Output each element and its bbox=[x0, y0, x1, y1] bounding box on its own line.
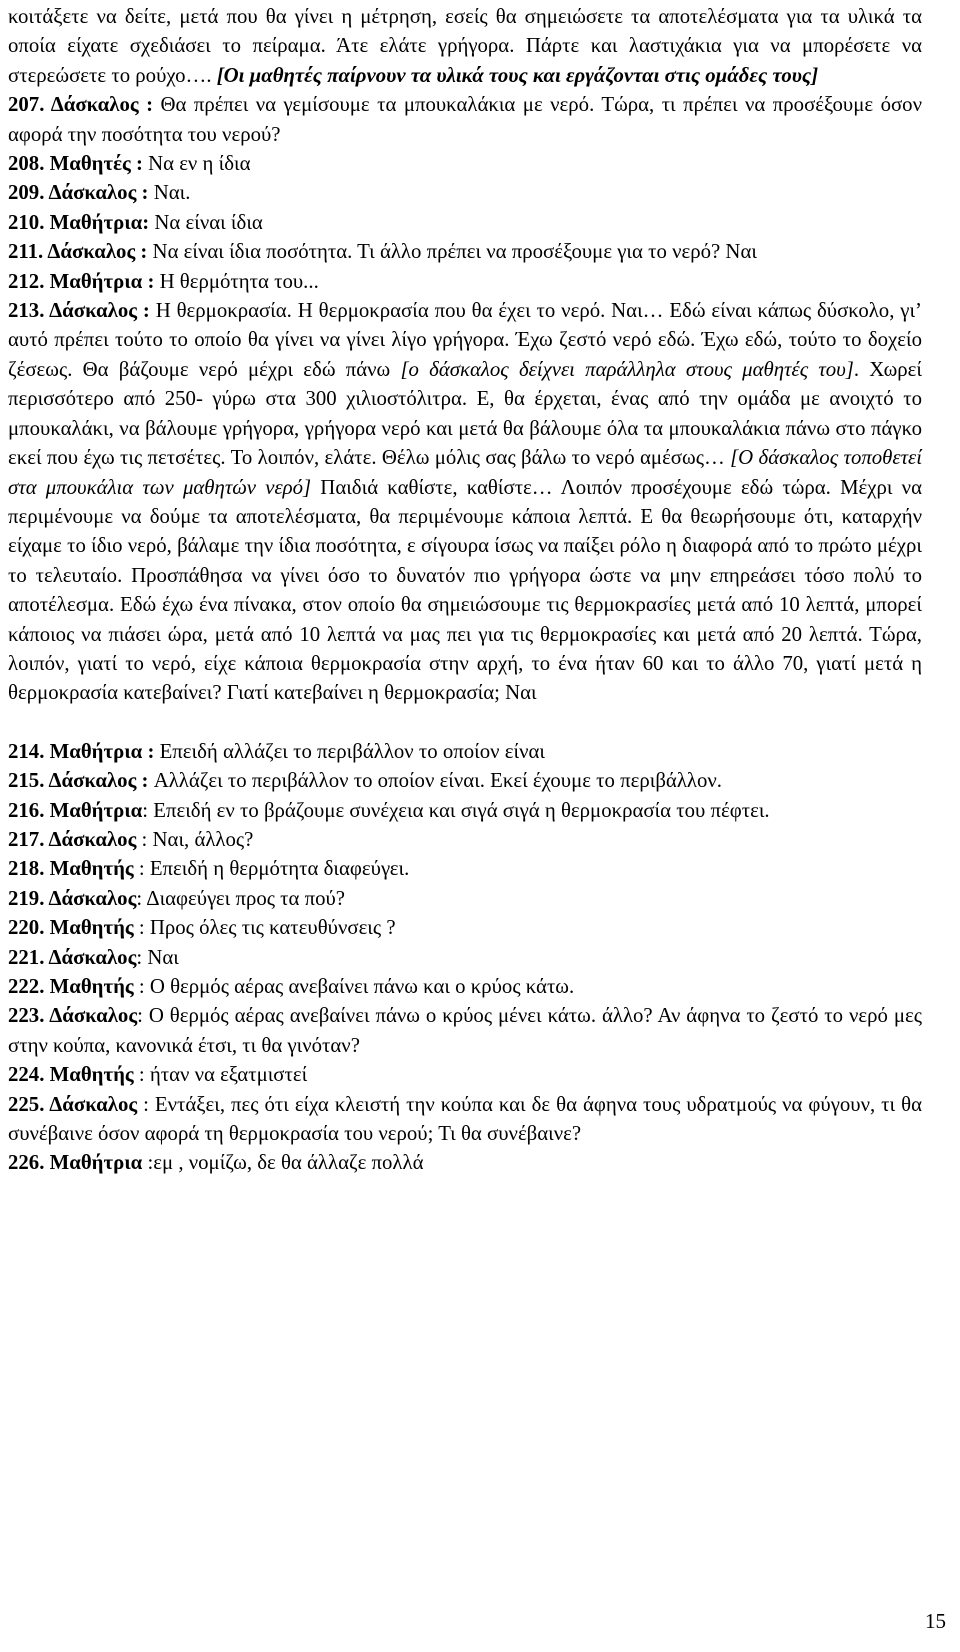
text-segment: Θα πρέπει να γεμίσουμε τα μπουκαλάκια με νερό. Τώρα, τι πρέπει να προσέξουμε όσον αφορά την ποσότητα του νερού? bbox=[8, 93, 922, 146]
dialogue-turn-221 bbox=[8, 943, 922, 972]
dialogue-turn-220 bbox=[8, 913, 922, 942]
speaker-label: Μαθήτρια : bbox=[49, 739, 160, 763]
text-segment: Να εν η ίδια bbox=[148, 152, 251, 176]
dialogue-turn-214 bbox=[8, 737, 922, 766]
turn-number: 221. bbox=[8, 945, 49, 969]
turn-number: 207. bbox=[8, 93, 51, 117]
turn-number: 213. bbox=[8, 299, 50, 323]
text-segment: Να είναι ίδια ποσότητα. Τι άλλο πρέπει να προσέξουμε για το νερό? Ναι bbox=[152, 240, 757, 264]
speaker-label: Μαθήτρια bbox=[49, 1151, 143, 1175]
speaker-label: Μαθητής bbox=[49, 916, 134, 940]
turn-number: 216. bbox=[8, 798, 50, 822]
text-segment: . Χωρεί περισσότερο από 250- γύρω στα 300 χιλιοστόλιτρα. Ε, θα έρχεται, ένας από την ομάδα με ανοιχτό το μπουκαλάκι, να βάλουμε γρήγορα, γρήγορα νερό και μετά θα βάλουμε όλα τα μπουκαλάκια πάνω στο πάγκο εκεί που έχω τις πετσέτες. Το λοιπόν, ελάτε. Θέλω μόλις σας βάλω το νερό αμέσως… bbox=[8, 357, 923, 470]
text-segment: : Προς όλες τις κατευθύνσεις ? bbox=[133, 916, 396, 940]
speaker-label: Δάσκαλος bbox=[49, 1092, 138, 1116]
text-segment: Να είναι ίδια bbox=[154, 210, 263, 234]
dialogue-turn-207 bbox=[8, 90, 922, 149]
dialogue-turn-213 bbox=[8, 296, 922, 708]
page-number: 15 bbox=[925, 1609, 946, 1633]
dialogue-turn-208 bbox=[8, 149, 922, 178]
text-segment: Ναι. bbox=[153, 181, 191, 205]
dialogue-turn-212 bbox=[8, 267, 922, 296]
turn-number: 214. bbox=[8, 739, 50, 763]
dialogue-turn-224 bbox=[8, 1060, 922, 1089]
turn-number: 222. bbox=[8, 975, 50, 998]
speaker-label: Δάσκαλος bbox=[48, 945, 137, 969]
turn-number: 210. bbox=[8, 210, 50, 234]
speaker-label: Μαθητές : bbox=[49, 152, 149, 176]
turn-number: 211. bbox=[8, 240, 48, 264]
speaker-label: Δάσκαλος : bbox=[49, 299, 156, 323]
dialogue-turn-216 bbox=[8, 796, 922, 825]
speaker-label: Δάσκαλος : bbox=[50, 93, 161, 117]
speaker-label: Μαθητής bbox=[49, 975, 134, 998]
text-segment: Η θερμότητα του... bbox=[159, 269, 319, 293]
speaker-label: Δάσκαλος bbox=[48, 886, 137, 910]
intro-paragraph bbox=[8, 2, 922, 90]
text-segment: : Διαφεύγει προς τα πού? bbox=[136, 886, 346, 910]
speaker-label: Δάσκαλος : bbox=[48, 181, 154, 205]
dialogue-turn-211 bbox=[8, 237, 922, 266]
text-segment: Παιδιά καθίστε, καθίστε… Λοιπόν προσέχουμε εδώ τώρα. Μέχρι να περιμένουμε να δούμε τα αποτελέσματα, θα περιμένουμε κάποια λεπτά. Ε θα θεωρήσουμε ότι, καταρχήν είχαμε το ίδιο νερό, βάλαμε την ίδια ποσότητα, ε σίγουρα ίσως να παίξει ρόλο η διαφορά από το πρώτο μέχρι το τελευταίο. Προσπάθησα να γίνει όσο το δυνατόν πιο γρήγορα ώστε να μην επηρεάσει τόσο πολύ το αποτέλεσμα. Εδώ έχω ένα πίνακα, στον οποίο θα σημειώσουμε τις θερμοκρασίες μετά από 10 λεπτά, μπορεί κάποιος να πιάσει ώρα, μετά από 10 λεπτά να μας πει για τις θερμοκρασίες και μετά από 20 λεπτά. Τώρα, λοιπόν, γιατί το νερό, είχε κάποια θερμοκρασία στην αρχή, το ένα ήταν 60 και το άλλο 70, γιατί μετά η θερμοκρασία κατεβαίνει? Γιατί κατεβαίνει η θερμοκρασία; Ναι bbox=[8, 475, 922, 705]
text-segment: : ήταν να εξατμιστεί bbox=[133, 1063, 308, 1087]
turn-number: 219. bbox=[8, 886, 49, 910]
speaker-label: Δάσκαλος : bbox=[48, 769, 154, 793]
text-segment: : Εντάξει, πες ότι είχα κλειστή την κούπα και δε θα άφηνα τους υδρατμούς να φύγουν, τι θα συνέβαινε όσον αφορά τη θερμοκρασία του νερού; Τι θα συνέβαινε? bbox=[8, 1092, 922, 1146]
blank-line bbox=[8, 708, 922, 737]
turn-number: 209. bbox=[8, 181, 49, 205]
text-segment: : Ο θερμός αέρας ανεβαίνει πάνω και ο κρύος κάτω. bbox=[133, 975, 575, 998]
dialogue-turn-209 bbox=[8, 178, 922, 207]
text-segment: Αλλάζει το περιβάλλον το οποίον είναι. Εκεί έχουμε το περιβάλλον. bbox=[153, 769, 722, 793]
stage-direction: [Ο δάσκαλος τοποθετεί στα μπουκάλια των μαθητών νερό] bbox=[8, 446, 922, 499]
stage-direction: [Οι μαθητές παίρνουν τα υλικά τους και εργάζονται στις ομάδες τους] bbox=[216, 63, 819, 87]
text-segment: : Ναι bbox=[136, 945, 179, 969]
text-segment: : Επειδή η θερμότητα διαφεύγει. bbox=[133, 857, 410, 881]
speaker-label: Μαθήτρια bbox=[49, 798, 143, 822]
dialogue-turn-215 bbox=[8, 766, 922, 795]
dialogue-turn-210 bbox=[8, 208, 922, 237]
turn-number: 220. bbox=[8, 916, 50, 940]
transcript-page bbox=[8, 2, 922, 1178]
turn-number: 226. bbox=[8, 1151, 50, 1175]
stage-direction: [ο δάσκαλος δείχνει παράλληλα στους μαθητές του] bbox=[400, 357, 854, 381]
turn-number: 225. bbox=[8, 1092, 50, 1116]
speaker-label: Δάσκαλος bbox=[48, 827, 137, 851]
turn-number: 212. bbox=[8, 269, 50, 293]
dialogue-turn-217 bbox=[8, 825, 922, 854]
speaker-label: Δάσκαλος bbox=[49, 1004, 138, 1028]
turn-number: 223. bbox=[8, 1004, 50, 1028]
text-segment: : Ναι, άλλος? bbox=[136, 827, 254, 851]
dialogue-turn-223 bbox=[8, 1001, 922, 1060]
dialogue-turn-226 bbox=[8, 1148, 922, 1177]
speaker-label: Μαθήτρια: bbox=[49, 210, 155, 234]
text-segment: Η θερμοκρασία. Η θερμοκρασία που θα έχει το νερό. Ναι… Εδώ είναι κάπως δύσκολο, γι’ αυτό πρέπει τούτο το οποίο θα γίνει να γίνει λίγο γρήγορα. Έχω ζεστό νερό εδώ. Έχω εδώ, τούτο το δοχείο ζέσεως. Θα βάζουμε νερό μέχρι εδώ πάνω bbox=[8, 299, 922, 381]
speaker-label: Δάσκαλος : bbox=[47, 240, 153, 264]
dialogue-turn-218 bbox=[8, 854, 922, 883]
turn-number: 217. bbox=[8, 827, 49, 851]
text-segment: Επειδή αλλάζει το περιβάλλον το οποίον είναι bbox=[159, 739, 545, 763]
text-segment: κοιτάξετε να δείτε, μετά που θα γίνει η μέτρηση, εσείς θα σημειώσετε τα αποτελέσματα για τα υλικά τα οποία είχατε σχεδιάσει το πείραμα. Άτε ελάτε γρήγορα. Πάρτε και λαστιχάκια για να μπορέσετε να στερεώσετε το ρούχο…. bbox=[8, 5, 922, 87]
speaker-label: Μαθητής bbox=[49, 857, 134, 881]
text-segment: :εμ , νομίζω, δε θα άλλαζε πολλά bbox=[142, 1151, 424, 1175]
dialogue-turn-225 bbox=[8, 1090, 922, 1149]
dialogue-turn-222 bbox=[8, 972, 922, 1001]
dialogue-turn-219 bbox=[8, 884, 922, 913]
turn-number: 208. bbox=[8, 152, 50, 176]
text-segment: : Επειδή εν το βράζουμε συνέχεια και σιγά σιγά η θερμοκρασία του πέφτει. bbox=[142, 798, 770, 822]
turn-number: 224. bbox=[8, 1063, 50, 1087]
turn-number: 215. bbox=[8, 769, 49, 793]
turn-number: 218. bbox=[8, 857, 50, 881]
text-segment: : Ο θερμός αέρας ανεβαίνει πάνω ο κρύος μένει κάτω. άλλο? Αν άφηνα το ζεστό το νερό μες στην κούπα, κανονικά έτσι, τι θα γινόταν? bbox=[8, 1004, 922, 1057]
speaker-label: Μαθήτρια : bbox=[49, 269, 160, 293]
speaker-label: Μαθητής bbox=[49, 1063, 134, 1087]
